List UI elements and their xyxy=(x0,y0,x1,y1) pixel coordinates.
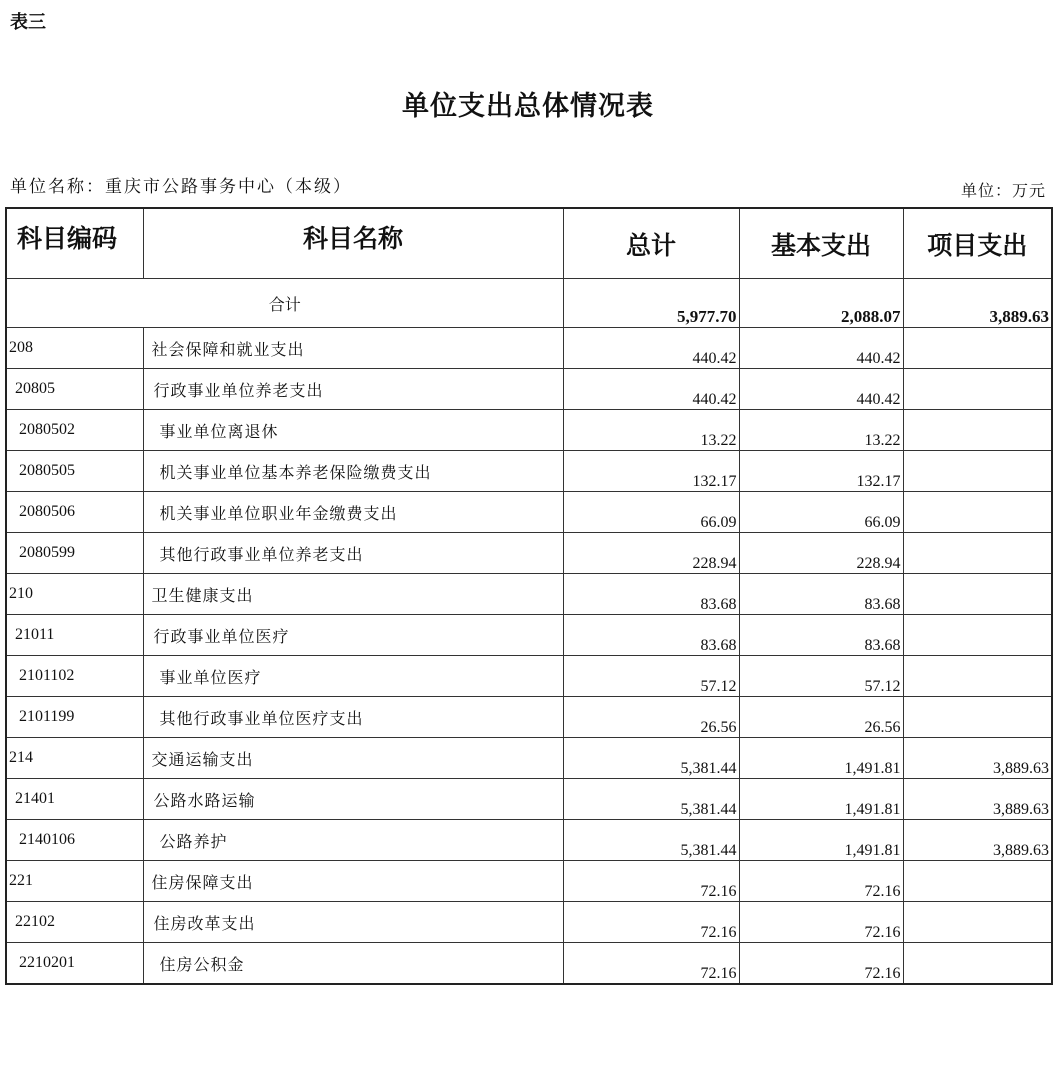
total-row xyxy=(6,279,1052,328)
row-project xyxy=(903,943,1052,985)
row-code: 2101199 xyxy=(6,697,143,738)
row-project: 3,889.63 xyxy=(903,738,1052,779)
header-row xyxy=(6,208,1052,279)
row-code: 208 xyxy=(6,328,143,369)
table-row xyxy=(6,902,1052,943)
row-basic: 57.12 xyxy=(739,656,903,697)
row-basic: 228.94 xyxy=(739,533,903,574)
row-project xyxy=(903,492,1052,533)
row-basic: 83.68 xyxy=(739,615,903,656)
row-basic: 72.16 xyxy=(739,902,903,943)
row-name: 机关事业单位职业年金缴费支出 xyxy=(143,492,563,533)
table-row xyxy=(6,533,1052,574)
row-name: 交通运输支出 xyxy=(143,738,563,779)
table-row xyxy=(6,328,1052,369)
row-total: 66.09 xyxy=(563,492,739,533)
row-basic: 26.56 xyxy=(739,697,903,738)
table-row xyxy=(6,861,1052,902)
row-total: 13.22 xyxy=(563,410,739,451)
row-total: 5,381.44 xyxy=(563,779,739,820)
row-project xyxy=(903,615,1052,656)
row-project xyxy=(903,656,1052,697)
row-basic: 440.42 xyxy=(739,369,903,410)
row-total: 5,381.44 xyxy=(563,738,739,779)
row-project: 3,889.63 xyxy=(903,779,1052,820)
row-total: 132.17 xyxy=(563,451,739,492)
table-row xyxy=(6,615,1052,656)
row-basic: 132.17 xyxy=(739,451,903,492)
currency-unit-note: 单位：万元 xyxy=(960,181,1046,200)
header-project: 项目支出 xyxy=(903,208,1052,279)
row-name: 社会保障和就业支出 xyxy=(143,328,563,369)
row-basic: 72.16 xyxy=(739,943,903,985)
row-project xyxy=(903,861,1052,902)
row-project xyxy=(903,697,1052,738)
row-basic: 440.42 xyxy=(739,328,903,369)
row-basic: 66.09 xyxy=(739,492,903,533)
row-total: 440.42 xyxy=(563,328,739,369)
row-basic: 1,491.81 xyxy=(739,738,903,779)
header-basic: 基本支出 xyxy=(739,208,903,279)
row-name: 事业单位离退休 xyxy=(143,410,563,451)
row-code: 221 xyxy=(6,861,143,902)
row-name: 公路水路运输 xyxy=(143,779,563,820)
table-row xyxy=(6,820,1052,861)
row-name: 其他行政事业单位养老支出 xyxy=(143,533,563,574)
row-project xyxy=(903,902,1052,943)
row-total: 26.56 xyxy=(563,697,739,738)
unit-name: 单位名称：重庆市公路事务中心（本级） xyxy=(10,177,352,197)
expenditure-table xyxy=(5,207,1053,985)
row-code: 210 xyxy=(6,574,143,615)
table-label: 表三 xyxy=(10,12,46,33)
row-project xyxy=(903,410,1052,451)
row-code: 2101102 xyxy=(6,656,143,697)
row-code: 2210201 xyxy=(6,943,143,985)
row-total: 72.16 xyxy=(563,943,739,985)
row-code: 20805 xyxy=(6,369,143,410)
total-project: 3,889.63 xyxy=(903,279,1052,328)
row-code: 2080505 xyxy=(6,451,143,492)
row-name: 公路养护 xyxy=(143,820,563,861)
row-project: 3,889.63 xyxy=(903,820,1052,861)
row-project xyxy=(903,574,1052,615)
row-basic: 72.16 xyxy=(739,861,903,902)
row-name: 住房改革支出 xyxy=(143,902,563,943)
row-code: 22102 xyxy=(6,902,143,943)
row-name: 行政事业单位医疗 xyxy=(143,615,563,656)
total-sum: 5,977.70 xyxy=(563,279,739,328)
header-code: 科目编码 xyxy=(6,208,143,279)
document-title: 单位支出总体情况表 xyxy=(402,91,654,122)
row-name: 机关事业单位基本养老保险缴费支出 xyxy=(143,451,563,492)
row-total: 5,381.44 xyxy=(563,820,739,861)
row-project xyxy=(903,451,1052,492)
table-row xyxy=(6,369,1052,410)
table-row xyxy=(6,697,1052,738)
row-project xyxy=(903,533,1052,574)
row-name: 住房公积金 xyxy=(143,943,563,985)
row-code: 2080599 xyxy=(6,533,143,574)
row-total: 83.68 xyxy=(563,574,739,615)
table-row xyxy=(6,943,1052,985)
table-row xyxy=(6,451,1052,492)
row-total: 83.68 xyxy=(563,615,739,656)
row-name: 其他行政事业单位医疗支出 xyxy=(143,697,563,738)
row-total: 72.16 xyxy=(563,902,739,943)
row-code: 21011 xyxy=(6,615,143,656)
table-row xyxy=(6,492,1052,533)
row-project xyxy=(903,369,1052,410)
table-row xyxy=(6,410,1052,451)
row-basic: 1,491.81 xyxy=(739,779,903,820)
table-row xyxy=(6,779,1052,820)
header-total: 总计 xyxy=(563,208,739,279)
table-row xyxy=(6,574,1052,615)
header-name: 科目名称 xyxy=(143,208,563,279)
row-total: 440.42 xyxy=(563,369,739,410)
row-total: 57.12 xyxy=(563,656,739,697)
table-row xyxy=(6,656,1052,697)
row-name: 卫生健康支出 xyxy=(143,574,563,615)
total-basic: 2,088.07 xyxy=(739,279,903,328)
row-project xyxy=(903,328,1052,369)
row-total: 228.94 xyxy=(563,533,739,574)
row-code: 2080506 xyxy=(6,492,143,533)
row-name: 行政事业单位养老支出 xyxy=(143,369,563,410)
row-basic: 1,491.81 xyxy=(739,820,903,861)
table-row xyxy=(6,738,1052,779)
row-code: 214 xyxy=(6,738,143,779)
row-basic: 13.22 xyxy=(739,410,903,451)
total-label: 合计 xyxy=(6,279,563,328)
row-total: 72.16 xyxy=(563,861,739,902)
row-basic: 83.68 xyxy=(739,574,903,615)
row-code: 21401 xyxy=(6,779,143,820)
row-name: 事业单位医疗 xyxy=(143,656,563,697)
row-code: 2140106 xyxy=(6,820,143,861)
row-name: 住房保障支出 xyxy=(143,861,563,902)
row-code: 2080502 xyxy=(6,410,143,451)
